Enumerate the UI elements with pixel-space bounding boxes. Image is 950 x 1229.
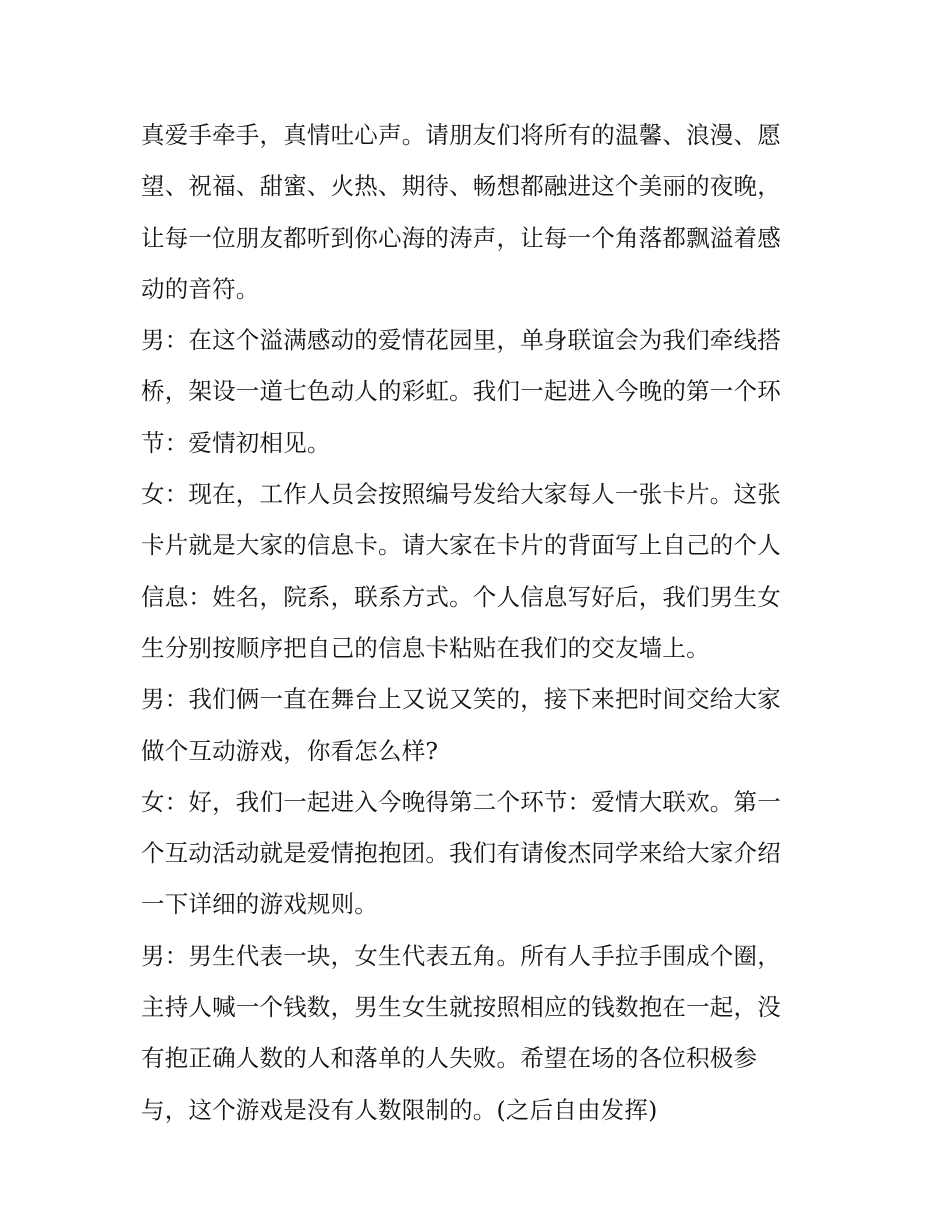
text-line: 与，这个游戏是没有人数限制的。(之后自由发挥)	[141, 1095, 658, 1124]
document-body	[141, 110, 821, 1136]
text-line: 主持人喊一个钱数，男生女生就按照相应的钱数抱在一起，没	[141, 993, 781, 1022]
text-line: 信息：姓名，院系，联系方式。个人信息写好后，我们男生女	[141, 582, 781, 611]
text-line: 卡片就是大家的信息卡。请大家在卡片的背面写上自己的个人	[141, 531, 781, 560]
text-line: 一下详细的游戏规则。	[141, 890, 378, 919]
text-line: 男：我们俩一直在舞台上又说又笑的，接下来把时间交给大家	[141, 685, 781, 714]
text-line: 生分别按顺序把自己的信息卡粘贴在我们的交友墙上。	[141, 633, 710, 662]
text-line: 望、祝福、甜蜜、火热、期待、畅想都融进这个美丽的夜晚，	[141, 172, 781, 201]
text-line: 做个互动游戏，你看怎么样?	[141, 736, 439, 765]
text-line: 让每一位朋友都听到你心海的涛声，让每一个角落都飘溢着感	[141, 223, 781, 252]
text-line: 女：现在，工作人员会按照编号发给大家每人一张卡片。这张	[141, 480, 781, 509]
text-line: 个互动活动就是爱情抱抱团。我们有请俊杰同学来给大家介绍	[141, 839, 781, 868]
text-line: 节：爱情初相见。	[141, 428, 331, 457]
text-line: 桥，架设一道七色动人的彩虹。我们一起进入今晚的第一个环	[141, 377, 781, 406]
text-line: 动的音符。	[141, 274, 260, 303]
text-line: 男：在这个溢满感动的爱情花园里，单身联谊会为我们牵线搭	[141, 326, 781, 355]
text-line: 女：好，我们一起进入今晚得第二个环节：爱情大联欢。第一	[141, 787, 781, 816]
text-line: 有抱正确人数的人和落单的人失败。希望在场的各位积极参	[141, 1044, 758, 1073]
text-line: 男：男生代表一块，女生代表五角。所有人手拉手围成个圈，	[141, 941, 781, 970]
text-line: 真爱手牵手，真情吐心声。请朋友们将所有的温馨、浪漫、愿	[141, 121, 781, 149]
